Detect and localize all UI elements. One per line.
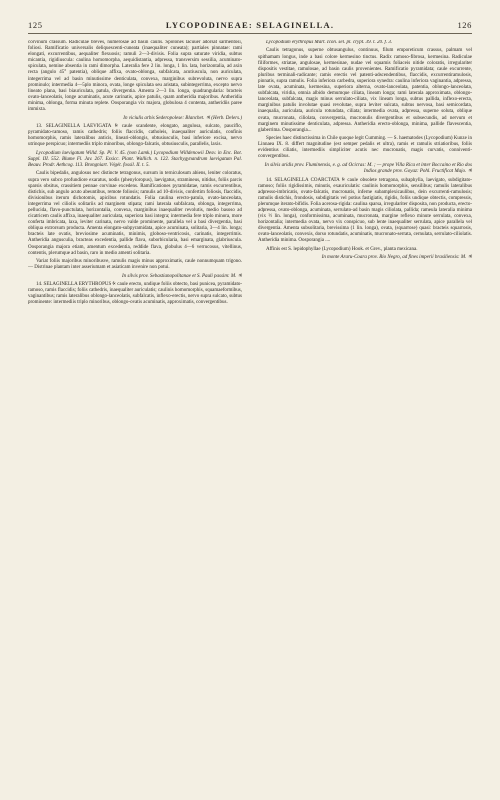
locality-note: In silvis prov. Sebastianopolitanae et S. Pauli passim: M. ♃ xyxy=(121,273,242,279)
page-number-right: 126 xyxy=(457,20,472,30)
right-column xyxy=(258,40,472,760)
paragraph: Species haec distinctissima in Chile quoque legit Cumming. — S. haematodes (Lycopodium) Kunze in Linnaea IX. 8. differt magnitudine (est semper pedalis et ultra), ramis et ramulis striatioribus, foliis evidentius ciliatis, intermediis simpliciter acutis nec mucronatis, magis curvatis, conniventi-convergentibus. xyxy=(258,136,472,160)
text-columns xyxy=(28,40,472,760)
running-title: LYCOPODINEAE: SELAGINELLA. xyxy=(165,20,335,30)
locality-note: In monte Araru-Coara prov. Rio Negro, ad fines imperii brasiliensis: M. ♃ xyxy=(321,255,472,261)
locality-note: In viciulis arbis Sederopolese: Blanchet. ♃ (Herb. Delers.) xyxy=(123,115,242,121)
species-diagnosis: 14. SELAGINELLA ERYTHROPUS ⨴ caule erecto, undique foliis obtecto, basi punicea, pyramidato-ramoso, ramis flaccidis; foliis cathedris, inaequaliter auriculatis; caulinis homomorphis, squamaeformibus, vaginantibus; ramis lateralibus oblongo-lanceolatis, subfalcatis, inflexo-erectis, nervo supra sulcato, subtus prominente: intermediis triplo minoribus, oblongo-ovatis acuminatis, approximatis, convergentibus. xyxy=(28,282,242,306)
paragraph: Caulis bipedalis, angulosus nec distincte tetragonus, sursum in terniculosum abiens, leniter coloratus, supra vero subco profundiore exaratus, nodis (phenyloropus), laevigatus, stramineus, nitidus, foliis parcis sparsis obsitus, crassitiem pennae corvinae excedens. Ramificationes pyramidatae, ramis excurrentibus, distichis, sub angulo acuto abeuntibus, remote foliosis; ramulis ad 10-divisis, confertim foliosis, flaccidis, divisionibus iterum dichotomis, apicibus rotundatis. Folia caulina erecto-patula, ovato-lanceolata, integerrima vel ciliolis solitariis ad marginem stipata; rami laterala subfalcata, oblonga, integerrima, pellucida, flavo-punctulata, horizontalia, convexa, marginibus inaequaliter revolutis, medio basoso ad cicatricem caulis affixa, inaequaliter auriculata, superiora basi integra; intermedia fere triplo minora, more conferta imbricata, laxa, leviter carinata, nervo valde prominente, parallela vel a basi divergentia, basi obliqua extrorsum producta. Amenta elongato-subpyramidata, apice acuminata, solitaria, 3—4 lin. longa; bracteis late ovatis, breviosime acuminatis, minimis, globoso-ventricosis, carinatis, integerrimis. Antheridia angusculia, bracteas excedentia, pallide flava, suborbicularia, basi emarginata, glabriuscula. Oosporangia majora etiam, amentum excedentia, reddide flava, globulus 4—6 verrucosus, vitellinus, contentis, plerumque ad basin, raro in medio amenti solitaria. xyxy=(28,171,242,256)
paragraph: Caulis tetragonus, superne obtusangulus, continuus, filum emporeticum crassus, palmam vel spithamam longus, inde a basi colore kermesino tinctus. Radix ramoso-fibrosa, kermesina. Radiculae filiformes, striatae, angulosae, kermesinae, nudae vel squamis foliaceis nitide coloratis, irregulariter dispositis vestitae, ramulosae, ad basin caulis provenientes. Ramificatio pyramidata; caule excurrente, pluribus terminali-radicante; ramis erectis vel patenti-adscendentibus, flaccidis, excurrentiramulosis, pinnatis, supra ramulis. Folia inferiora carbedra, superiora synedra: caulina inferiora vaginantia, adpressa, late ovata, acuminata, kermesina, superiora alterna, ovato-lanceolata, patentia, oblongo-lanceolata, subfalcata, viridia, omnia albido demumque ciliata, lineam longa; rami laterala approximata, oblongo-lanceolata, subfalcata, magis minus serrulato-ciliata, vix lineam longa, subtus pallida, inflexo-erecta, marginibus patulis involutae quasi revolutae, supra leviter sulcata, subtus nervosa, basi semicordata, inaequalia, auriculata, auricula rotundata, ciliata; intermedia ovata, adpressa, superne soluta, oblique ovata, mucronata, ciliolata, convergentia, mucronulis divergentibus et subsecundis, ad nervum et marginem minutissime denticulata, adpressa. Antheridia erecto-oblonga, minima, pallide flavescentia, glaberrima. Oosporangia... xyxy=(258,48,472,133)
paragraph: corvinum crassum. Radiculae breves, numerosae ad basin caulis. Spolones lacuuer adorsat sarmentosi, foliosi. Ramificatio universalis deliquescenti-cuneata (inaequaliter cuneata); partiales pinnatae: rami elongati, excurrentibus, aequaliter flexuosis; ramuli 2—3-divisis. Folia supra saturate viridia, subtus micantia, rigidiuscula: caulina homomorpha, aequidistantia, adpressa, transversim sessilia, acuminato-spiculata, nemine absentia in rami dimorpha. Lateralia fere 2 lin. longa, 1 lin. lata, horizontalia, ad axin recta (angulo 45° patentia), oblique affixa, ovato-oblonga, subfalcata, acutiuscula, non auriculata, integerrima vel ad basin minutissime denticulata, convexa, marginibus subrevoluta, nervo supra prominulo; intermedia 4—5plo minora, ovata, longe spiculata seu aristata, subintegerrima, excepto nervo lineato plana, basi biauriculata, patula, divergentia. Amenta 2—3 lin. longa, quadrangularia: bracteis ovato-lanceolatis, longe acuminatis, acute carinatis, apice patulis, quam antheridia majoribus. Antheridia minima, oblonga, forma minuta replete. Oosporangia vix majora, globulosa 4 contenta, antheridiis paree immixta. xyxy=(28,40,242,113)
species-diagnosis: 13. SELAGINELLA LAEVIGATA ⨴ caule scandente, elongato, angulosa, sulcato, pauciflo, pyramidato-ramoso, ramis cathedris; foliis flaccidis, catholeis, inaequaliter auriculatis, confinis homomorphis, ramis lateralibus anticis, lineari-oblongis, obtusiusculis, basi inferiore excisa, nervo utrinque perspicuo; intermediis triplo minoribus, oblongo-falcatis, obtusiusculis, parallelis, laxis. xyxy=(28,124,242,148)
page-header xyxy=(28,20,472,34)
paragraph: Variat foliis majoribus minoribusve, ramulis magis minus approximatis, caule nonnumquam trigono. — Distrinae plantam inter asseriumam et asiaticam invenire non potui. xyxy=(28,259,242,271)
synonymy: Lycopodium laevigatum Willd. Sp. Pl. V. 45. (non Lamk.) Lycopodium Willdenowii Desv. in Enc. Bot. Suppl. III. 552. Blume Fl. Jav. 267. Exsicc. Plant. Wallich. n. 122. Stachygynandrum laevigatum Pal. Beauv. Prodr. Aethcog. 113. Brongniart. Végét. fossil. II. t. 5. xyxy=(28,150,242,168)
page-number-left: 125 xyxy=(28,20,43,30)
paragraph: Affinis est S. lepidophyllae (Lycopodium) Hook. et Grev., planta mexicana. xyxy=(266,246,418,252)
species-diagnosis: 14. SELAGINELLA COARCTATA ⨴ caule obsolete tetragona, subaphylla, laevigato, subdigitato-ramoso; foliis rigidissimis, minutis, exauriculatis: caulinis homomorphis, sensilibus; ramulis lateralibus adpresso-imbricatis, ovato-falcatis, mucronatis, inferne subamplexicaulibus, dein excurrenti-ramulosis; ramulis distichis, frondosis, subdigitatis vel potius fastigiatis, rigidis, foliis undique obtectis, compressis, plerumque iterato-bifidis. Folia acerosa-rigida: caulina sparsa, irregulariter disposita, non producta, erecto-adpressa, ovato-oblonga, acuminata, serrulato-ad basin magis ciliolata, pallida; rameula lateralia minima (vix ½ lin. longa), conformissima, acuminata, mucronata, margine reflexo minute serrulata, convexa, horizontalia; intermedia ovata, nervo vix conspicuo, sub lente inaequaliter serrulata, apice parallela vel divergentia. Amenta subsolitaria, brevissima (1 lin. longa), ovata, (squarrose) quasi: bracteis squarrosis, ovato-lanceolatis, convexis, dorso rotundatis, acuminatis, mucronato-serrata, cernulata, serrulato-ciliolatis. Antheridia minima. Oosporangia .... xyxy=(258,177,472,244)
synonymy: Lycopodium erythropus Mart. Icon. sel. pl. crypt. 39. t. 20. f. 3. xyxy=(266,40,393,45)
left-column xyxy=(28,40,242,760)
locality-note: In silvis aridis prov. Fluminensis, e. g. ad Ocicras: M. ; — prope Villa Rica et inter Boccaino et Rio dos Indios grande prov. Goyaz: Pohl. Fructificat Majo. ♃ xyxy=(264,162,472,175)
